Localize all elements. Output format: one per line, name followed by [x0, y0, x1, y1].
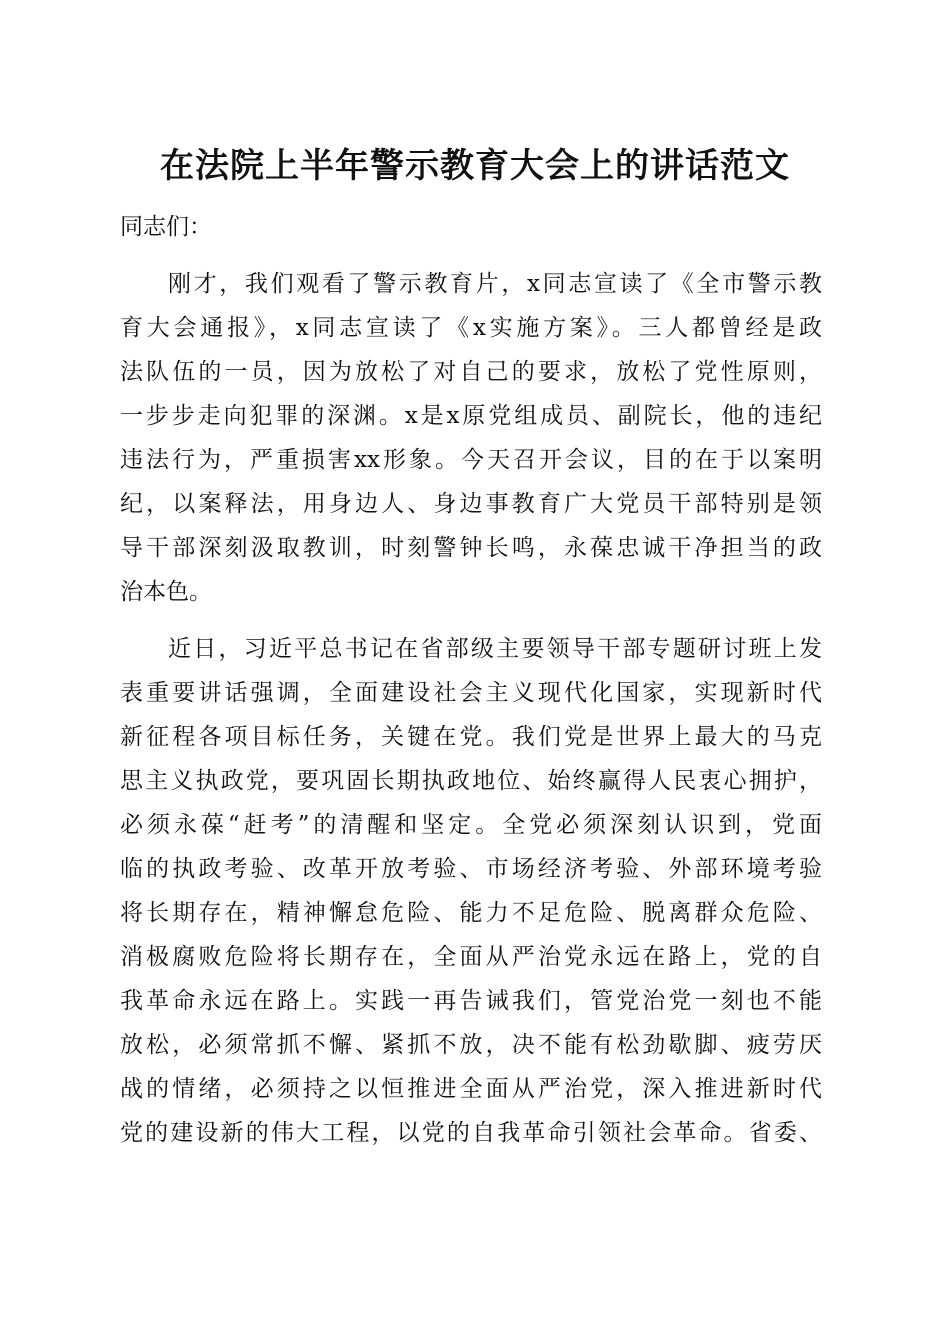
text-line: 刚才，我们观看了警示教育片，x同志宣读了《全市警示教 [168, 271, 822, 297]
text-line: 导干部深刻汲取教训，时刻警钟长鸣，永葆忠诚干净担当的政 [120, 535, 822, 561]
text-line: 近日，习近平总书记在省部级主要领导干部专题研讨班上发 [168, 636, 822, 662]
paragraph-2 [120, 627, 822, 1155]
text-line: 我革命永远在路上。实践一再告诫我们，管党治党一刻也不能 [120, 988, 822, 1014]
text-line: 思主义执政党，要巩固长期执政地位、始终赢得人民衷心拥护， [120, 768, 822, 794]
document-title: 在法院上半年警示教育大会上的讲话范文 [160, 146, 790, 186]
text-line: 消极腐败危险将长期存在，全面从严治党永远在路上，党的自 [120, 944, 822, 970]
text-line: 治本色。 [120, 579, 212, 605]
text-line: 将长期存在，精神懈怠危险、能力不足危险、脱离群众危险、 [120, 900, 822, 926]
text-line: 放松，必须常抓不懈、紧抓不放，决不能有松劲歇脚、疲劳厌 [120, 1032, 822, 1058]
text-line: 新征程各项目标任务，关键在党。我们党是世界上最大的马克 [120, 724, 822, 750]
text-line: 临的执政考验、改革开放考验、市场经济考验、外部环境考验 [120, 856, 822, 882]
text-line: 表重要讲话强调，全面建设社会主义现代化国家，实现新时代 [120, 680, 822, 706]
text-line: 一步步走向犯罪的深渊。x是x原党组成员、副院长，他的违纪 [120, 403, 822, 429]
salutation: 同志们： [120, 214, 212, 240]
text-line: 育大会通报》，x同志宣读了《x实施方案》。三人都曾经是政 [120, 315, 822, 341]
text-line: 党的建设新的伟大工程，以党的自我革命引领社会革命。省委、 [120, 1120, 822, 1146]
text-line: 违法行为，严重损害xx形象。今天召开会议，目的在于以案明 [120, 447, 822, 473]
paragraph-1 [120, 262, 822, 614]
text-line: 必须永葆“赶考”的清醒和坚定。全党必须深刻认识到，党面 [120, 812, 822, 838]
document-body [120, 205, 822, 1155]
text-line: 战的情绪，必须持之以恒推进全面从严治党，深入推进新时代 [120, 1076, 822, 1102]
text-line: 法队伍的一员，因为放松了对自己的要求，放松了党性原则， [120, 359, 822, 385]
text-line: 纪，以案释法，用身边人、身边事教育广大党员干部特别是领 [120, 491, 822, 517]
